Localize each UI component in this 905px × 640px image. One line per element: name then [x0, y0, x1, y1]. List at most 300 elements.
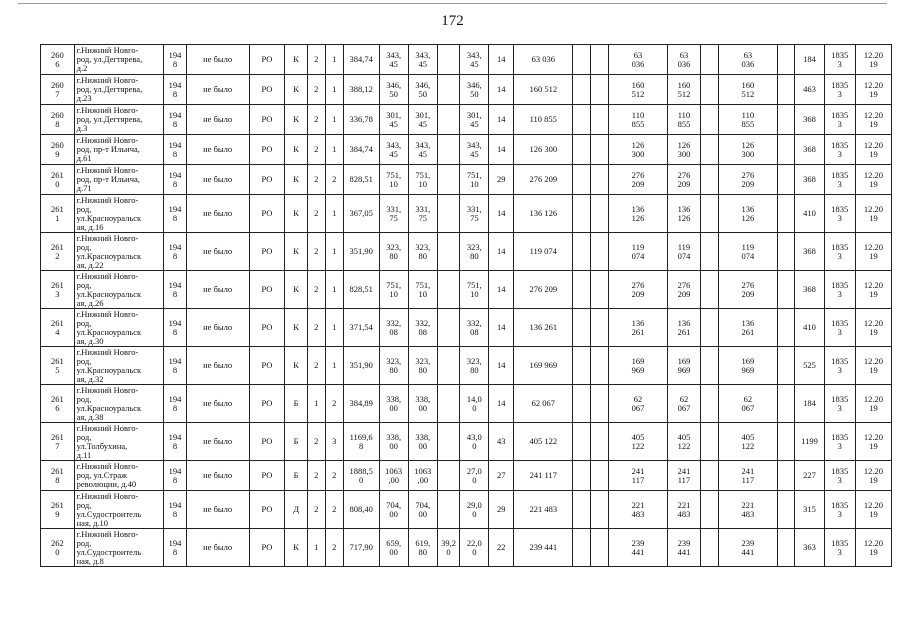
- table-cell: 160 512: [609, 75, 667, 105]
- table-cell: 194 8: [164, 271, 186, 309]
- table-cell: 14: [489, 271, 514, 309]
- table-cell: [701, 195, 719, 233]
- address-cell: г.Нижний Новго- род, ул.Толбухина, д.11: [74, 423, 164, 461]
- table-cell: 323, 80: [408, 347, 437, 385]
- table-row: [41, 105, 892, 135]
- table-cell: [777, 165, 795, 195]
- row-number-cell: 261 2: [41, 233, 75, 271]
- table-cell: К: [285, 105, 307, 135]
- table-cell: К: [285, 75, 307, 105]
- table-cell: 301, 45: [379, 105, 408, 135]
- table-cell: 323, 80: [460, 347, 489, 385]
- table-cell: 2: [307, 347, 325, 385]
- table-cell: 221 483: [719, 491, 777, 529]
- table-cell: Б: [285, 423, 307, 461]
- table-cell: 160 512: [667, 75, 701, 105]
- table-cell: 2: [307, 165, 325, 195]
- table-cell: [437, 45, 459, 75]
- row-number-cell: 261 9: [41, 491, 75, 529]
- table-cell: 227: [795, 461, 824, 491]
- table-cell: не было: [186, 423, 249, 461]
- table-cell: 276 209: [719, 271, 777, 309]
- table-cell: 136 261: [667, 309, 701, 347]
- table-cell: 1888,5 0: [343, 461, 379, 491]
- table-cell: 184: [795, 45, 824, 75]
- table-cell: 14: [489, 385, 514, 423]
- table-cell: 12.20 19: [855, 529, 891, 567]
- table-cell: 1835 3: [824, 491, 855, 529]
- table-cell: К: [285, 45, 307, 75]
- table-cell: К: [285, 529, 307, 567]
- table-cell: [573, 423, 591, 461]
- table-cell: 368: [795, 105, 824, 135]
- table-row: [41, 45, 892, 75]
- table-cell: 346, 50: [408, 75, 437, 105]
- table-cell: 276 209: [514, 271, 573, 309]
- table-cell: 63 036: [514, 45, 573, 75]
- table-cell: 14: [489, 105, 514, 135]
- table-cell: 12.20 19: [855, 165, 891, 195]
- table-cell: [437, 233, 459, 271]
- row-number-cell: 261 7: [41, 423, 75, 461]
- table-cell: 239 441: [514, 529, 573, 567]
- table-cell: 136 126: [514, 195, 573, 233]
- table-cell: 12.20 19: [855, 195, 891, 233]
- table-cell: [591, 271, 609, 309]
- table-cell: 751, 10: [379, 165, 408, 195]
- table-cell: 346, 50: [460, 75, 489, 105]
- address-cell: г.Нижний Новго- род, ул.Страж революции, д.40: [74, 461, 164, 491]
- table-cell: [591, 135, 609, 165]
- table-cell: 410: [795, 309, 824, 347]
- row-number-cell: 260 7: [41, 75, 75, 105]
- table-cell: 301, 45: [460, 105, 489, 135]
- table-cell: [777, 491, 795, 529]
- table-cell: [701, 347, 719, 385]
- table-cell: 276 209: [514, 165, 573, 195]
- table-cell: 828,51: [343, 165, 379, 195]
- table-cell: 276 209: [667, 165, 701, 195]
- table-cell: 14: [489, 347, 514, 385]
- table-cell: 332, 08: [408, 309, 437, 347]
- table-cell: 276 209: [609, 165, 667, 195]
- table-row: [41, 165, 892, 195]
- table-cell: [591, 45, 609, 75]
- table-cell: [437, 165, 459, 195]
- table-cell: 368: [795, 165, 824, 195]
- table-cell: [701, 423, 719, 461]
- table-cell: [437, 105, 459, 135]
- table-cell: 751, 10: [408, 165, 437, 195]
- table-cell: К: [285, 347, 307, 385]
- table-cell: РО: [249, 135, 285, 165]
- table-cell: не было: [186, 75, 249, 105]
- table-cell: 43,0 0: [460, 423, 489, 461]
- table-cell: [701, 491, 719, 529]
- table-cell: 371,54: [343, 309, 379, 347]
- table-cell: 1835 3: [824, 271, 855, 309]
- address-cell: г.Нижний Новго- род, ул.Дегтярева, д.23: [74, 75, 164, 105]
- address-cell: г.Нижний Новго- род, ул.Красноуральск ая, д.38: [74, 385, 164, 423]
- table-cell: 126 300: [514, 135, 573, 165]
- table-cell: 14: [489, 135, 514, 165]
- table-cell: [701, 309, 719, 347]
- page-number: 172: [441, 13, 464, 29]
- table-cell: [437, 461, 459, 491]
- table-cell: РО: [249, 347, 285, 385]
- address-cell: г.Нижний Новго- род, ул.Судостроитель ная, д.8: [74, 529, 164, 567]
- table-cell: РО: [249, 423, 285, 461]
- table-row: [41, 347, 892, 385]
- table-cell: 119 074: [514, 233, 573, 271]
- table-cell: 2: [307, 75, 325, 105]
- table-cell: 194 8: [164, 45, 186, 75]
- table-cell: 194 8: [164, 423, 186, 461]
- table-cell: 126 300: [609, 135, 667, 165]
- table-cell: [437, 423, 459, 461]
- table-cell: 276 209: [667, 271, 701, 309]
- table-cell: [573, 491, 591, 529]
- table-cell: РО: [249, 385, 285, 423]
- table-cell: 346, 50: [379, 75, 408, 105]
- table-cell: 169 969: [514, 347, 573, 385]
- table-cell: 63 036: [667, 45, 701, 75]
- table-cell: [437, 271, 459, 309]
- table-cell: 717,90: [343, 529, 379, 567]
- table-cell: 751, 10: [379, 271, 408, 309]
- table-cell: 1169,6 8: [343, 423, 379, 461]
- table-cell: 1: [325, 75, 343, 105]
- table-cell: 221 483: [609, 491, 667, 529]
- table-cell: [573, 233, 591, 271]
- table-cell: [573, 309, 591, 347]
- table-row: [41, 135, 892, 165]
- row-number-cell: 261 8: [41, 461, 75, 491]
- table-cell: 1835 3: [824, 45, 855, 75]
- table-cell: [573, 105, 591, 135]
- table-body: [41, 45, 892, 567]
- address-cell: г.Нижний Новго- род, ул.Красноуральск ая, д.26: [74, 271, 164, 309]
- table-cell: 2: [307, 271, 325, 309]
- table-cell: 14: [489, 195, 514, 233]
- table-cell: 1835 3: [824, 195, 855, 233]
- table-cell: 62 067: [719, 385, 777, 423]
- table-cell: 808,40: [343, 491, 379, 529]
- table-cell: не было: [186, 165, 249, 195]
- table-cell: не было: [186, 309, 249, 347]
- table-cell: 367,05: [343, 195, 379, 233]
- table-cell: [701, 165, 719, 195]
- table-cell: 323, 80: [379, 347, 408, 385]
- table-cell: не было: [186, 271, 249, 309]
- table-cell: 1: [325, 347, 343, 385]
- table-cell: 62 067: [667, 385, 701, 423]
- table-cell: 22: [489, 529, 514, 567]
- table-cell: 828,51: [343, 271, 379, 309]
- table-cell: 194 8: [164, 195, 186, 233]
- table-cell: 14: [489, 75, 514, 105]
- table-cell: 2: [307, 309, 325, 347]
- table-cell: 2: [307, 195, 325, 233]
- table-cell: 276 209: [719, 165, 777, 195]
- address-cell: г.Нижний Новго- род, ул.Красноуральск ая, д.32: [74, 347, 164, 385]
- table-cell: РО: [249, 233, 285, 271]
- table-cell: не было: [186, 461, 249, 491]
- table-cell: 343, 45: [460, 135, 489, 165]
- table-cell: [701, 385, 719, 423]
- table-cell: 194 8: [164, 309, 186, 347]
- table-cell: 126 300: [667, 135, 701, 165]
- table-cell: 136 126: [719, 195, 777, 233]
- table-cell: 63 036: [719, 45, 777, 75]
- row-number-cell: 261 3: [41, 271, 75, 309]
- table-cell: [777, 347, 795, 385]
- table-cell: [777, 423, 795, 461]
- table-cell: 1835 3: [824, 423, 855, 461]
- table-cell: 136 261: [609, 309, 667, 347]
- table-cell: 1835 3: [824, 529, 855, 567]
- table-cell: [777, 105, 795, 135]
- table-cell: [701, 45, 719, 75]
- table-cell: [777, 195, 795, 233]
- table-cell: [573, 135, 591, 165]
- address-cell: г.Нижний Новго- род, ул.Красноуральск ая, д.30: [74, 309, 164, 347]
- table-cell: не было: [186, 45, 249, 75]
- table-cell: 1: [307, 529, 325, 567]
- table-cell: 1835 3: [824, 309, 855, 347]
- table-cell: [591, 461, 609, 491]
- table-cell: 136 126: [609, 195, 667, 233]
- table-cell: 751, 10: [408, 271, 437, 309]
- table-cell: 331, 75: [460, 195, 489, 233]
- table-row: [41, 75, 892, 105]
- table-cell: 2: [325, 491, 343, 529]
- table-cell: 351,90: [343, 347, 379, 385]
- table-cell: [777, 309, 795, 347]
- table-cell: 1835 3: [824, 461, 855, 491]
- table-cell: 2: [325, 165, 343, 195]
- table-cell: 2: [307, 233, 325, 271]
- table-cell: РО: [249, 165, 285, 195]
- table-cell: 241 117: [609, 461, 667, 491]
- top-rule: [18, 3, 887, 4]
- table-cell: 704, 00: [379, 491, 408, 529]
- table-cell: [437, 385, 459, 423]
- table-cell: 619, 80: [408, 529, 437, 567]
- table-cell: К: [285, 165, 307, 195]
- table-cell: 14: [489, 45, 514, 75]
- table-cell: [437, 75, 459, 105]
- table-cell: [591, 347, 609, 385]
- table-cell: [573, 385, 591, 423]
- table-cell: 463: [795, 75, 824, 105]
- table-cell: 1: [325, 271, 343, 309]
- table-cell: [437, 195, 459, 233]
- row-number-cell: 260 9: [41, 135, 75, 165]
- table-cell: 184: [795, 385, 824, 423]
- table-cell: 12.20 19: [855, 461, 891, 491]
- table-cell: 2: [307, 423, 325, 461]
- address-cell: г.Нижний Новго- род, ул.Судостроитель ная, д.10: [74, 491, 164, 529]
- table-cell: 169 969: [667, 347, 701, 385]
- table-row: [41, 309, 892, 347]
- table-cell: 343, 45: [379, 45, 408, 75]
- table-cell: РО: [249, 309, 285, 347]
- table-cell: 1: [325, 45, 343, 75]
- table-cell: 343, 45: [408, 135, 437, 165]
- table-cell: 194 8: [164, 75, 186, 105]
- table-row: [41, 423, 892, 461]
- table-cell: 14: [489, 233, 514, 271]
- table-cell: 2: [307, 461, 325, 491]
- table-cell: [437, 135, 459, 165]
- table-cell: 136 261: [719, 309, 777, 347]
- address-cell: г.Нижний Новго- род, ул.Дегтярева, д.3: [74, 105, 164, 135]
- table-cell: 110 855: [514, 105, 573, 135]
- table-cell: 343, 45: [379, 135, 408, 165]
- table-cell: 194 8: [164, 529, 186, 567]
- table-cell: не было: [186, 491, 249, 529]
- table-cell: 1063 ,00: [379, 461, 408, 491]
- table-cell: [701, 75, 719, 105]
- table-cell: [573, 45, 591, 75]
- table-cell: 338, 00: [379, 385, 408, 423]
- table-cell: [777, 529, 795, 567]
- table-cell: 14: [489, 309, 514, 347]
- table-row: [41, 385, 892, 423]
- table-cell: 12.20 19: [855, 491, 891, 529]
- table-cell: 221 483: [514, 491, 573, 529]
- table-cell: 276 209: [609, 271, 667, 309]
- table-row: [41, 195, 892, 233]
- table-cell: 384,74: [343, 135, 379, 165]
- table-cell: 194 8: [164, 135, 186, 165]
- table-cell: 363: [795, 529, 824, 567]
- table-cell: 384,74: [343, 45, 379, 75]
- table-cell: [777, 45, 795, 75]
- table-cell: 39,2 0: [437, 529, 459, 567]
- row-number-cell: 260 8: [41, 105, 75, 135]
- table-cell: 751, 10: [460, 271, 489, 309]
- table-cell: [701, 271, 719, 309]
- table-cell: 12.20 19: [855, 105, 891, 135]
- address-cell: г.Нижний Новго- род, ул.Красноуральск ая, д.22: [74, 233, 164, 271]
- table-cell: [573, 529, 591, 567]
- table-cell: 405 122: [667, 423, 701, 461]
- table-row: [41, 271, 892, 309]
- table-cell: 14,0 0: [460, 385, 489, 423]
- table-cell: не было: [186, 347, 249, 385]
- table-cell: 315: [795, 491, 824, 529]
- table-cell: 525: [795, 347, 824, 385]
- table-cell: 1: [325, 105, 343, 135]
- table-cell: 1835 3: [824, 347, 855, 385]
- table-cell: 22,0 0: [460, 529, 489, 567]
- table-cell: 368: [795, 271, 824, 309]
- table-cell: 241 117: [667, 461, 701, 491]
- table-cell: [591, 309, 609, 347]
- table-cell: 338, 00: [379, 423, 408, 461]
- table-cell: 12.20 19: [855, 233, 891, 271]
- table-cell: 351,90: [343, 233, 379, 271]
- table-cell: 110 855: [609, 105, 667, 135]
- table-cell: [777, 135, 795, 165]
- table-cell: 1835 3: [824, 75, 855, 105]
- table-cell: 410: [795, 195, 824, 233]
- row-number-cell: 261 1: [41, 195, 75, 233]
- table-cell: Б: [285, 385, 307, 423]
- table-cell: РО: [249, 105, 285, 135]
- table-cell: 343, 45: [408, 45, 437, 75]
- table-cell: [437, 491, 459, 529]
- table-cell: [591, 529, 609, 567]
- table-cell: 12.20 19: [855, 347, 891, 385]
- table-cell: 12.20 19: [855, 45, 891, 75]
- table-cell: 659, 00: [379, 529, 408, 567]
- table-cell: 29,0 0: [460, 491, 489, 529]
- table-cell: не было: [186, 529, 249, 567]
- table-cell: 336,78: [343, 105, 379, 135]
- table-cell: [701, 461, 719, 491]
- table-cell: К: [285, 195, 307, 233]
- table-cell: К: [285, 135, 307, 165]
- table-cell: К: [285, 271, 307, 309]
- address-cell: г.Нижний Новго- род, пр-т Ильича, д.71: [74, 165, 164, 195]
- table-cell: [573, 75, 591, 105]
- table-cell: 110 855: [719, 105, 777, 135]
- table-cell: 239 441: [719, 529, 777, 567]
- table-cell: 160 512: [514, 75, 573, 105]
- address-cell: г.Нижний Новго- род, ул.Дегтярева, д.2: [74, 45, 164, 75]
- table-cell: не было: [186, 105, 249, 135]
- table-cell: 169 969: [609, 347, 667, 385]
- table-cell: [777, 385, 795, 423]
- table-cell: РО: [249, 271, 285, 309]
- table-cell: 343, 45: [460, 45, 489, 75]
- table-cell: 194 8: [164, 347, 186, 385]
- table-cell: 368: [795, 135, 824, 165]
- table-cell: РО: [249, 75, 285, 105]
- address-cell: г.Нижний Новго- род, пр-т Ильича, д.61: [74, 135, 164, 165]
- table-cell: 2: [307, 45, 325, 75]
- table-cell: 1: [307, 385, 325, 423]
- table-cell: 63 036: [609, 45, 667, 75]
- table-cell: 338, 00: [408, 385, 437, 423]
- table-cell: 1835 3: [824, 105, 855, 135]
- table-row: [41, 461, 892, 491]
- table-cell: 194 8: [164, 165, 186, 195]
- table-cell: [573, 195, 591, 233]
- table-cell: 241 117: [514, 461, 573, 491]
- housing-register-table: [40, 44, 892, 567]
- table-cell: 239 441: [609, 529, 667, 567]
- table-cell: 1835 3: [824, 385, 855, 423]
- table-cell: РО: [249, 461, 285, 491]
- table-cell: 2: [325, 529, 343, 567]
- table-cell: 12.20 19: [855, 385, 891, 423]
- table-cell: не было: [186, 195, 249, 233]
- table-cell: 1063 ,00: [408, 461, 437, 491]
- table-cell: 1: [325, 195, 343, 233]
- table-cell: 2: [307, 105, 325, 135]
- table-cell: РО: [249, 195, 285, 233]
- table-cell: 2: [325, 461, 343, 491]
- table-cell: 405 122: [609, 423, 667, 461]
- table-cell: 62 067: [609, 385, 667, 423]
- table-cell: 239 441: [667, 529, 701, 567]
- table-cell: 301, 45: [408, 105, 437, 135]
- table-cell: 194 8: [164, 491, 186, 529]
